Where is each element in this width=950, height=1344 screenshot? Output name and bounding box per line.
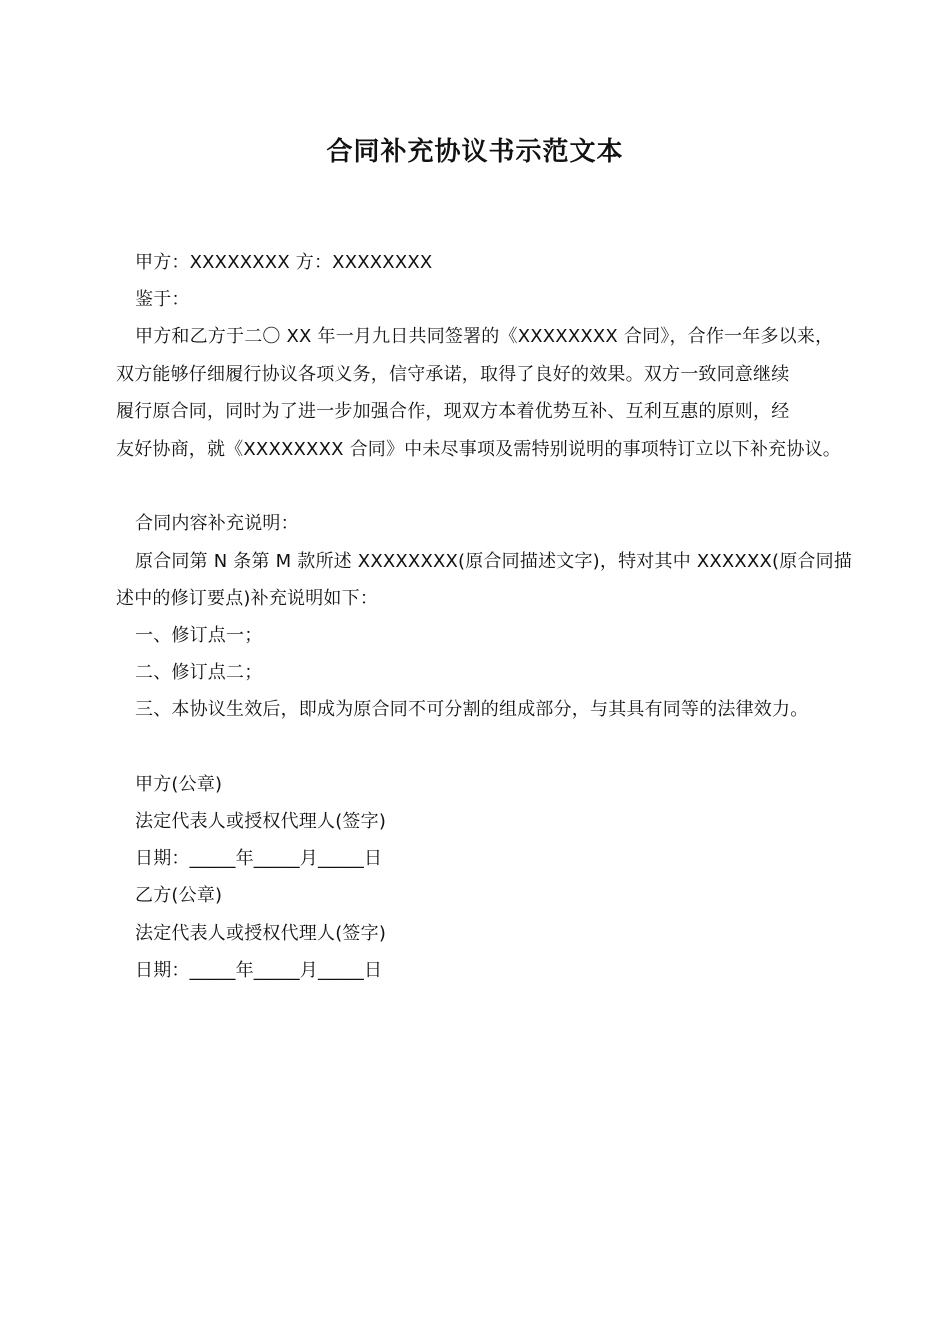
- item-3: 三、本协议生效后，即成为原合同不可分割的组成部分，与其具有同等的法律效力。: [135, 699, 809, 720]
- intro-line-3: 履行原合同，同时为了进一步加强合作，现双方本着优势互补、互利互惠的原则，经: [116, 401, 790, 422]
- intro-line-2: 双方能够仔细履行协议各项义务，信守承诺，取得了良好的效果。双方一致同意继续: [116, 364, 790, 385]
- whereas-label: 鉴于：: [135, 289, 190, 310]
- intro-line-4: 友好协商，就《XXXXXXXX 合同》中未尽事项及需特别说明的事项特订立以下补充协议。: [116, 439, 841, 460]
- item-1: 一、修订点一；: [135, 625, 263, 646]
- party-b-seal: 乙方(公章): [135, 885, 223, 906]
- intro-line-1: 甲方和乙方于二〇 XX 年一月九日共同签署的《XXXXXXXX 合同》，合作一年多以来，: [135, 326, 834, 347]
- party-a-seal: 甲方(公章): [135, 774, 223, 795]
- party-a-date: 日期：_____年_____月_____日: [135, 848, 383, 869]
- party-b-date: 日期：_____年_____月_____日: [135, 960, 383, 981]
- party-b-representative: 法定代表人或授权代理人(签字): [135, 923, 387, 944]
- document-title: 合同补充协议书示范文本: [326, 137, 624, 167]
- supplement-line-2: 述中的修订要点)补充说明如下：: [116, 588, 379, 609]
- parties-line: 甲方：XXXXXXXX 方：XXXXXXXX: [135, 252, 433, 273]
- supplement-heading: 合同内容补充说明：: [135, 513, 299, 534]
- supplement-line-1: 原合同第 N 条第 M 款所述 XXXXXXXX(原合同描述文字)，特对其中 XXXXXX(原合同描: [135, 551, 853, 572]
- party-a-representative: 法定代表人或授权代理人(签字): [135, 811, 387, 832]
- item-2: 二、修订点二；: [135, 662, 263, 683]
